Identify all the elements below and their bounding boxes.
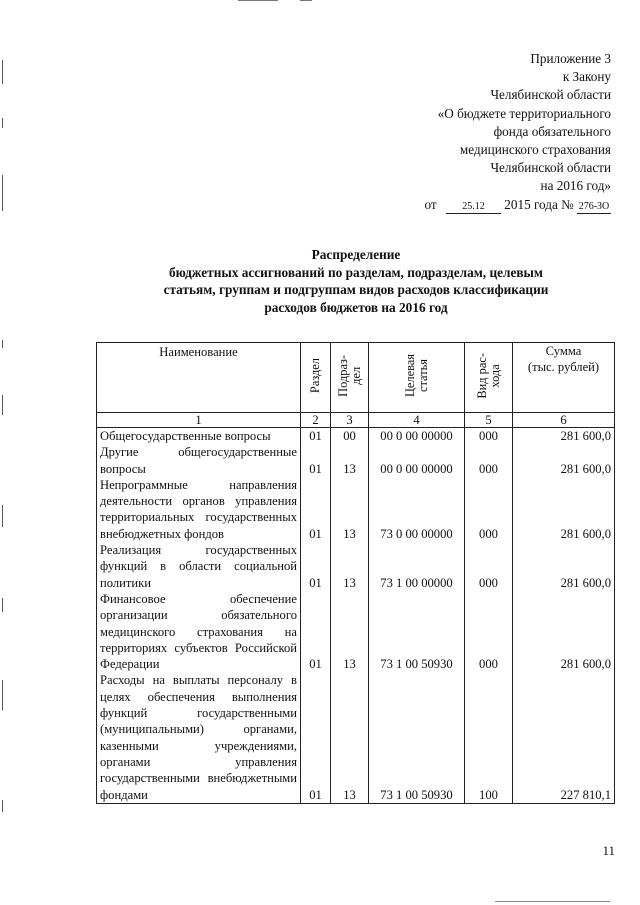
appendix-line: «О бюджете территориального xyxy=(437,105,611,121)
scan-edge-mark xyxy=(2,680,3,710)
row-sum: 281 600,0 xyxy=(513,477,615,542)
row-sum: 281 600,0 xyxy=(513,444,615,477)
row-subsection: 13 xyxy=(331,542,369,591)
table-row xyxy=(97,542,615,591)
appendix-line: медицинского страхования xyxy=(459,142,611,158)
law-number-field: 276-ЗО xyxy=(578,200,610,212)
table-row xyxy=(97,477,615,542)
page-number: 11 xyxy=(602,843,615,858)
row-name: Другие общегосударственные вопросы xyxy=(97,444,301,477)
row-name: Реализация государственных функций в области социальной политики xyxy=(97,542,301,591)
appendix-line: фонда обязательного xyxy=(493,123,611,139)
row-target: 73 1 00 50930 xyxy=(369,591,465,672)
appendix-block xyxy=(425,50,612,214)
row-name: Расходы на выплаты персоналу в целях обеспечения выполнения функций государственными (муниципальными) органами, казенными учреждениями, органами управления государственными внебюджетными фондами xyxy=(97,672,301,803)
header-subsection-line: Подраз- xyxy=(335,354,350,397)
budget-table xyxy=(96,342,615,804)
row-expense-type: 000 xyxy=(465,542,513,591)
row-target: 73 1 00 50930 xyxy=(369,672,465,803)
header-target-line: Целевая xyxy=(402,353,417,398)
column-number: 3 xyxy=(331,413,369,428)
row-target: 00 0 00 00000 xyxy=(369,428,465,445)
row-name: Непрограммные направления деятельности органов управления территориальных государственных внебюджетных фондов xyxy=(97,477,301,542)
row-subsection: 13 xyxy=(331,444,369,477)
date-prefix: от xyxy=(424,196,437,212)
row-expense-type: 000 xyxy=(465,428,513,445)
header-subsection xyxy=(331,343,369,413)
header-sum-line: (тыс. рублей) xyxy=(527,360,600,374)
column-number: 5 xyxy=(465,413,513,428)
row-section: 01 xyxy=(301,672,331,803)
row-subsection: 00 xyxy=(331,428,369,445)
column-number-row xyxy=(97,413,615,428)
scan-edge-mark xyxy=(2,175,3,211)
title-line: Распределение xyxy=(311,247,401,262)
column-number: 4 xyxy=(369,413,465,428)
column-number: 1 xyxy=(97,413,301,428)
title-line: статьям, группам и подгруппам видов расходов классификации xyxy=(163,282,549,297)
scan-edge-mark xyxy=(2,598,3,612)
row-name: Общегосударственные вопросы xyxy=(97,428,301,445)
row-section: 01 xyxy=(301,428,331,445)
header-section xyxy=(301,343,331,413)
row-target: 73 0 00 00000 xyxy=(369,477,465,542)
row-subsection: 13 xyxy=(331,591,369,672)
row-subsection: 13 xyxy=(331,477,369,542)
header-expense-type xyxy=(465,343,513,413)
column-number: 6 xyxy=(513,413,615,428)
appendix-line: Челябинской области xyxy=(490,87,611,103)
row-section: 01 xyxy=(301,477,331,542)
header-type-line: хода xyxy=(487,363,502,388)
date-year-text: 2015 года № xyxy=(504,196,574,212)
date-day-field: 25.12 xyxy=(446,201,501,214)
table-row xyxy=(97,444,615,477)
header-name: Наименование xyxy=(97,343,301,413)
header-target-label xyxy=(404,354,430,397)
column-number: 2 xyxy=(301,413,331,428)
row-target: 73 1 00 00000 xyxy=(369,542,465,591)
appendix-line: Приложение 3 xyxy=(530,51,611,66)
scan-edge-mark xyxy=(2,395,3,415)
row-sum: 281 600,0 xyxy=(513,591,615,672)
scan-top-line xyxy=(238,0,278,1)
scan-edge-mark xyxy=(2,60,3,84)
title-line: бюджетных ассигнований по разделам, подразделам, целевым xyxy=(169,264,543,280)
row-subsection: 13 xyxy=(331,672,369,803)
row-sum: 281 600,0 xyxy=(513,428,615,445)
appendix-line: к Закону xyxy=(562,69,611,85)
scan-bottom-line xyxy=(495,901,610,902)
table-header-row xyxy=(97,343,615,413)
appendix-line: Челябинской области xyxy=(490,160,611,176)
table-row xyxy=(97,428,615,445)
scan-edge-mark xyxy=(2,118,3,128)
header-sum-line: Сумма xyxy=(545,344,582,358)
appendix-line: на 2016 год» xyxy=(540,178,611,194)
table-row xyxy=(97,672,615,803)
row-section: 01 xyxy=(301,444,331,477)
law-date-line xyxy=(425,196,612,214)
header-expense-type-label xyxy=(476,353,502,399)
header-sum xyxy=(513,343,615,413)
title-line: расходов бюджетов на 2016 год xyxy=(264,299,448,315)
header-subsection-label xyxy=(337,355,363,397)
header-target xyxy=(369,343,465,413)
header-type-line: Вид рас- xyxy=(474,352,489,399)
row-name: Финансовое обеспечение организации обязательного медицинского страхования на территориях субъектов Российской Федерации xyxy=(97,591,301,672)
scan-edge-mark xyxy=(2,800,3,812)
row-section: 01 xyxy=(301,591,331,672)
row-target: 00 0 00 00000 xyxy=(369,444,465,477)
document-title xyxy=(100,246,612,316)
scan-top-line xyxy=(300,0,312,1)
row-sum: 227 810,1 xyxy=(513,672,615,803)
header-target-line: статья xyxy=(415,359,430,393)
row-expense-type: 000 xyxy=(465,444,513,477)
scan-edge-mark xyxy=(2,505,3,527)
row-section: 01 xyxy=(301,542,331,591)
row-expense-type: 000 xyxy=(465,477,513,542)
scan-edge-mark xyxy=(2,340,3,348)
row-sum: 281 600,0 xyxy=(513,542,615,591)
header-section-label: Раздел xyxy=(308,357,322,394)
table-row xyxy=(97,591,615,672)
row-expense-type: 100 xyxy=(465,672,513,803)
row-expense-type: 000 xyxy=(465,591,513,672)
header-subsection-line: дел xyxy=(348,366,363,385)
